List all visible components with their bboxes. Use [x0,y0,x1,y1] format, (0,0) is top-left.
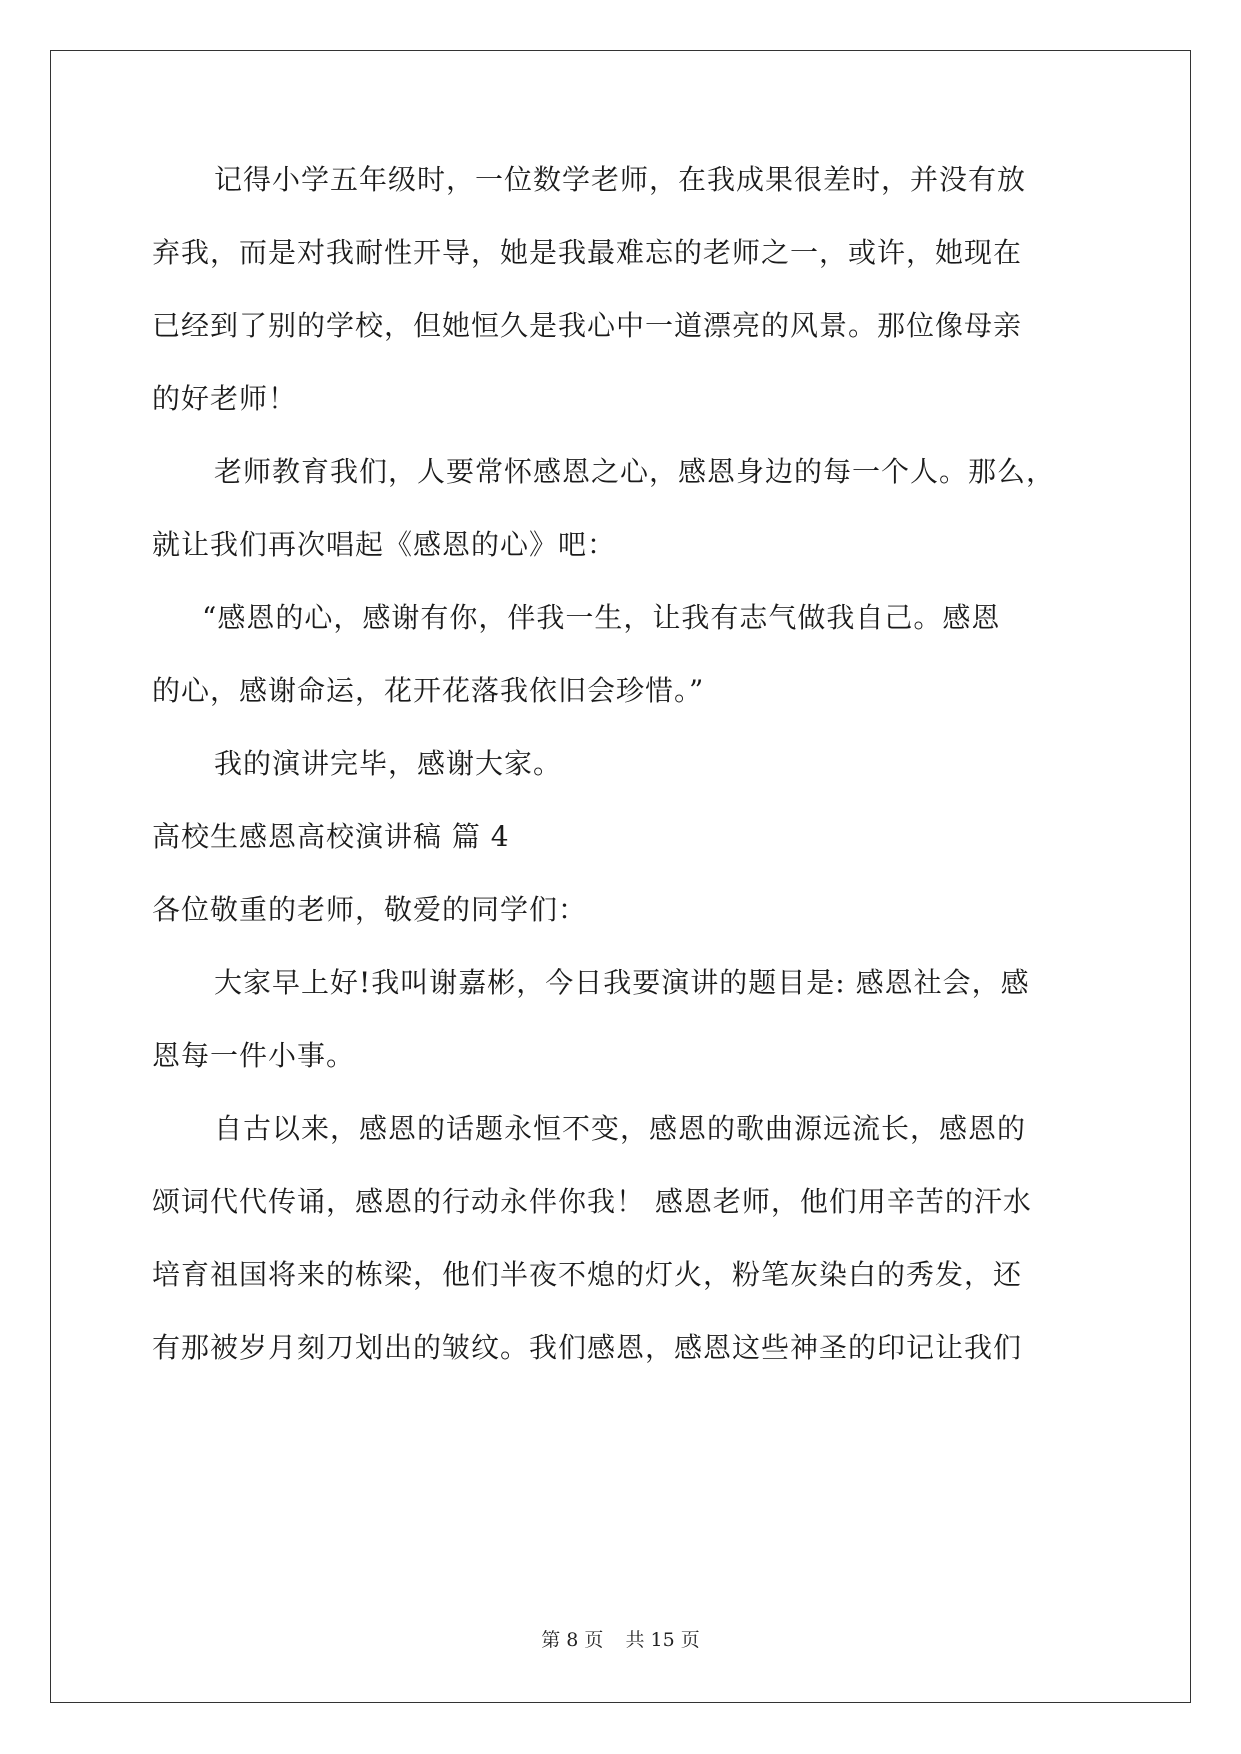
paragraph-line: 弃我，而是对我耐性开导，她是我最难忘的老师之一，或许，她现在 [152,236,1023,269]
paragraph-line: 的好老师！ [152,382,298,415]
paragraph-line: 自古以来，感恩的话题永恒不变，感恩的歌曲源远流长，感恩的 [214,1112,1027,1145]
paragraph-line: 大家早上好!我叫谢嘉彬，今日我要演讲的题目是: 感恩社会，感 [214,966,1030,999]
paragraph-line: 老师教育我们，人要常怀感恩之心，感恩身边的每一个人。那么， [214,455,1056,488]
paragraph-line: 记得小学五年级时，一位数学老师，在我成果很差时，并没有放 [214,163,1027,196]
paragraph-line: “感恩的心，感谢有你，伴我一生，让我有志气做我自己。感恩 [202,601,1001,634]
paragraph-line: 培育祖国将来的栋梁，他们半夜不熄的灯火，粉笔灰染白的秀发，还 [152,1258,1023,1291]
paragraph-line: 颂词代代传诵，感恩的行动永伴你我！ 感恩老师，他们用辛苦的汗水 [152,1185,1032,1218]
paragraph-line: 有那被岁月刻刀划出的皱纹。我们感恩，感恩这些神圣的印记让我们 [152,1331,1023,1364]
paragraph-line: 就让我们再次唱起《感恩的心》吧： [152,528,617,561]
page-total: 共 15 页 [625,1629,700,1651]
page-number: 第 8 页 [541,1629,604,1651]
paragraph-line: 恩每一件小事。 [152,1039,356,1072]
greeting-line: 各位敬重的老师，敬爱的同学们： [152,893,588,926]
page-border [50,50,1191,1703]
section-heading: 高校生感恩高校演讲稿 篇 4 [152,820,510,853]
paragraph-line: 我的演讲完毕，感谢大家。 [214,747,563,780]
page-footer [0,1628,1241,1652]
paragraph-line: 已经到了别的学校，但她恒久是我心中一道漂亮的风景。那位像母亲 [152,309,1023,342]
paragraph-line: 的心，感谢命运，花开花落我依旧会珍惜。” [152,674,705,707]
